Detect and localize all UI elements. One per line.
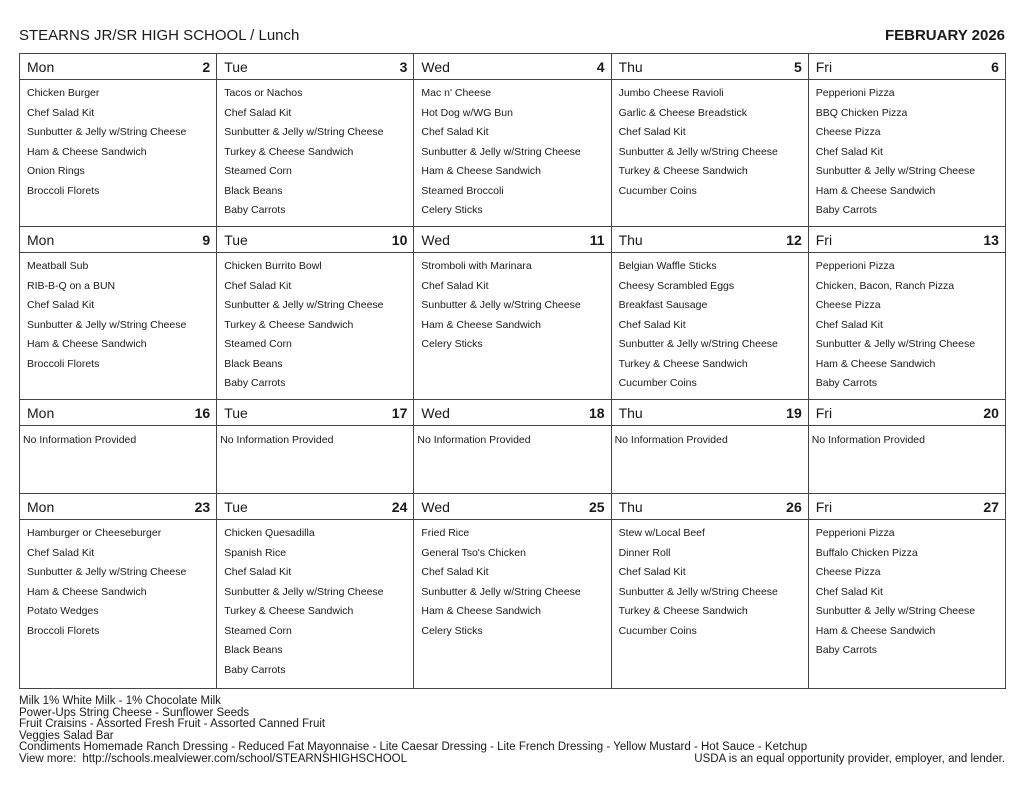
- day-of-week: Tue: [224, 58, 248, 75]
- menu-item: Ham & Cheese Sandwich: [421, 605, 542, 617]
- menu-item: Potato Wedges: [27, 605, 99, 617]
- day-number: 16: [194, 404, 211, 421]
- menu-item: Steamed Broccoli: [421, 184, 504, 197]
- menu-item: Chef Salad Kit: [618, 566, 686, 578]
- day-of-week: Thu: [618, 498, 643, 515]
- menu-items: [217, 520, 413, 688]
- day-number: 6: [991, 58, 999, 75]
- day-of-week: Mon: [27, 404, 55, 421]
- menu-item: Chef Salad Kit: [815, 145, 883, 158]
- day-cell: [809, 400, 1006, 494]
- month-label: FEBRUARY 2026: [884, 27, 1005, 44]
- menu-items: [414, 253, 610, 399]
- day-header: [809, 227, 1005, 253]
- menu-item: Pepperioni Pizza: [815, 260, 895, 272]
- day-number: 23: [194, 498, 211, 515]
- menu-items: [612, 520, 808, 688]
- day-of-week: Tue: [224, 498, 248, 515]
- day-header: [612, 400, 808, 426]
- menu-item: Chef Salad Kit: [815, 585, 883, 598]
- day-of-week: Mon: [27, 231, 55, 248]
- menu-item: Baby Carrots: [224, 663, 286, 676]
- menu-item: Cucumber Coins: [618, 184, 697, 197]
- day-number: 10: [391, 231, 408, 248]
- menu-item: Baby Carrots: [815, 377, 878, 389]
- menu-item: No Information Provided: [811, 434, 925, 446]
- menu-items: [612, 80, 808, 226]
- day-number: 9: [202, 231, 211, 248]
- menu-item: Tacos or Nachos: [224, 87, 303, 99]
- menu-item: Chicken, Bacon, Ranch Pizza: [815, 279, 955, 292]
- menu-items: [217, 426, 413, 493]
- menu-item: Chicken Burrito Bowl: [224, 260, 322, 272]
- day-number: 25: [588, 498, 605, 515]
- menu-item: Ham & Cheese Sandwich: [815, 184, 936, 197]
- day-number: 3: [399, 58, 408, 75]
- menu-item: Garlic & Cheese Breadstick: [618, 106, 747, 119]
- day-header: [217, 494, 413, 520]
- menu-item: Buffalo Chicken Pizza: [815, 546, 918, 559]
- menu-item: Mac n' Cheese: [421, 87, 492, 99]
- menu-items: [414, 520, 610, 688]
- day-of-week: Wed: [421, 498, 450, 515]
- day-number: 17: [391, 404, 408, 421]
- menu-item: Meatball Sub: [27, 260, 89, 272]
- menu-item: Onion Rings: [27, 165, 85, 177]
- day-number: 18: [588, 404, 605, 421]
- menu-item: Belgian Waffle Sticks: [618, 260, 717, 272]
- day-cell: [612, 227, 809, 400]
- menu-item: Sunbutter & Jelly w/String Cheese: [421, 585, 581, 598]
- menu-item: Baby Carrots: [224, 377, 286, 389]
- menu-item: Chef Salad Kit: [421, 279, 489, 292]
- menu-item: Hot Dog w/WG Bun: [421, 106, 513, 119]
- menu-items: [217, 253, 413, 399]
- week-row: [20, 400, 1006, 494]
- menu-items: [809, 426, 1005, 493]
- day-cell: [20, 494, 217, 689]
- day-header: [414, 227, 610, 253]
- menu-items: [612, 253, 808, 399]
- day-cell: [809, 227, 1006, 400]
- menu-item: Sunbutter & Jelly w/String Cheese: [815, 605, 976, 617]
- day-header: [20, 227, 216, 253]
- footer-condiments: Condiments Homemade Ranch Dressing - Reduced Fat Mayonnaise - Lite Caesar Dressing - Lite French Dressing - Yellow Mustard - Hot Sauce - Ketchup: [19, 741, 808, 753]
- week-row: [20, 227, 1006, 400]
- menu-item: Baby Carrots: [815, 644, 878, 656]
- menu-item: Turkey & Cheese Sandwich: [224, 318, 354, 331]
- menu-items: [612, 426, 808, 493]
- menu-item: Dinner Roll: [618, 546, 671, 559]
- day-header: [809, 494, 1005, 520]
- menu-item: Ham & Cheese Sandwich: [421, 165, 542, 177]
- menu-item: General Tso's Chicken: [421, 546, 526, 559]
- day-header: [217, 54, 413, 80]
- view-more-link[interactable]: http://schools.mealviewer.com/school/STEARNSHIGHSCHOOL: [82, 752, 407, 765]
- menu-item: Sunbutter & Jelly w/String Cheese: [618, 338, 778, 350]
- menu-item: Chef Salad Kit: [815, 318, 883, 331]
- menu-item: Sunbutter & Jelly w/String Cheese: [618, 585, 778, 598]
- menu-item: Sunbutter & Jelly w/String Cheese: [815, 338, 976, 350]
- day-number: 4: [596, 58, 605, 75]
- day-cell: [217, 227, 414, 400]
- menu-item: Black Beans: [224, 357, 283, 370]
- menu-item: Chef Salad Kit: [421, 566, 489, 578]
- menu-item: Ham & Cheese Sandwich: [421, 318, 542, 331]
- menu-item: Stromboli with Marinara: [421, 260, 532, 272]
- menu-item: Cheese Pizza: [815, 566, 881, 578]
- day-cell: [217, 494, 414, 689]
- day-cell: [20, 400, 217, 494]
- day-of-week: Fri: [815, 404, 833, 421]
- day-header: [612, 494, 808, 520]
- day-number: 27: [983, 498, 999, 515]
- day-header: [809, 400, 1005, 426]
- footer-milk: Milk 1% White Milk - 1% Chocolate Milk: [19, 695, 221, 707]
- usda-statement: USDA is an equal opportunity provider, employer, and lender.: [694, 752, 1005, 765]
- menu-item: Chef Salad Kit: [224, 566, 292, 578]
- menu-item: Stew w/Local Beef: [618, 527, 705, 539]
- menu-item: No Information Provided: [220, 434, 334, 446]
- day-header: [217, 227, 413, 253]
- menu-item: Fried Rice: [421, 527, 470, 539]
- menu-item: Sunbutter & Jelly w/String Cheese: [618, 145, 778, 158]
- menu-items: [414, 80, 610, 226]
- day-cell: [20, 227, 217, 400]
- day-number: 19: [786, 404, 802, 421]
- calendar-grid: [19, 53, 1006, 689]
- day-cell: [414, 227, 611, 400]
- menu-item: Chef Salad Kit: [224, 106, 292, 119]
- menu-item: Steamed Corn: [224, 165, 292, 177]
- menu-item: Sunbutter & Jelly w/String Cheese: [27, 318, 187, 331]
- day-number: 5: [793, 58, 802, 75]
- menu-item: Cheesy Scrambled Eggs: [618, 279, 735, 292]
- day-number: 12: [786, 231, 802, 248]
- day-of-week: Thu: [618, 58, 643, 75]
- day-cell: [20, 54, 217, 227]
- footer-power-ups: Power-Ups String Cheese - Sunflower Seeds: [19, 706, 250, 719]
- menu-items: [809, 80, 1005, 226]
- menu-item: Ham & Cheese Sandwich: [815, 357, 936, 370]
- menu-item: Chef Salad Kit: [618, 318, 686, 331]
- menu-item: Turkey & Cheese Sandwich: [618, 357, 748, 370]
- day-cell: [217, 400, 414, 494]
- day-of-week: Tue: [224, 404, 248, 421]
- menu-item: Chef Salad Kit: [27, 299, 95, 311]
- menu-item: Broccoli Florets: [27, 357, 100, 370]
- day-number: 13: [983, 231, 999, 248]
- menu-item: Ham & Cheese Sandwich: [27, 338, 147, 350]
- menu-item: Sunbutter & Jelly w/String Cheese: [27, 566, 187, 578]
- day-of-week: Mon: [27, 498, 55, 515]
- day-cell: [809, 54, 1006, 227]
- menu-item: Chef Salad Kit: [421, 126, 489, 138]
- day-header: [612, 54, 808, 80]
- day-cell: [612, 494, 809, 689]
- menu-items: [20, 253, 216, 399]
- menu-item: Sunbutter & Jelly w/String Cheese: [421, 145, 581, 158]
- menu-item: Celery Sticks: [421, 624, 483, 637]
- day-cell: [612, 54, 809, 227]
- day-of-week: Fri: [815, 498, 833, 515]
- menu-item: Broccoli Florets: [27, 624, 100, 637]
- day-of-week: Tue: [224, 231, 248, 248]
- menu-item: Chicken Burger: [27, 87, 100, 99]
- footer-veggies: Veggies Salad Bar: [19, 729, 114, 742]
- menu-item: Cheese Pizza: [815, 299, 881, 311]
- day-header: [20, 494, 216, 520]
- menu-item: Turkey & Cheese Sandwich: [224, 145, 354, 158]
- day-of-week: Wed: [421, 58, 450, 75]
- page-title: STEARNS JR/SR HIGH SCHOOL / Lunch: [19, 27, 300, 44]
- menu-items: [20, 520, 216, 688]
- day-number: 24: [391, 498, 408, 515]
- menu-item: Breakfast Sausage: [618, 299, 708, 311]
- menu-item: Sunbutter & Jelly w/String Cheese: [224, 585, 384, 598]
- menu-item: Cucumber Coins: [618, 624, 697, 637]
- view-more-label: View more:: [19, 752, 77, 765]
- day-header: [20, 54, 216, 80]
- day-cell: [414, 54, 611, 227]
- menu-item: Baby Carrots: [815, 204, 878, 216]
- menu-item: Black Beans: [224, 644, 283, 656]
- menu-item: Sunbutter & Jelly w/String Cheese: [224, 126, 384, 138]
- menu-item: Chef Salad Kit: [618, 126, 686, 138]
- day-of-week: Thu: [618, 231, 643, 248]
- day-header: [612, 227, 808, 253]
- menu-item: Hamburger or Cheeseburger: [27, 527, 162, 539]
- menu-item: Chef Salad Kit: [27, 106, 95, 119]
- menu-item: Baby Carrots: [224, 204, 286, 216]
- menu-item: Cheese Pizza: [815, 126, 881, 138]
- menu-item: BBQ Chicken Pizza: [815, 106, 908, 119]
- day-number: 20: [983, 404, 999, 421]
- day-header: [414, 494, 610, 520]
- menu-item: No Information Provided: [23, 434, 137, 446]
- menu-item: Turkey & Cheese Sandwich: [618, 605, 748, 617]
- menu-item: Jumbo Cheese Ravioli: [618, 87, 724, 99]
- menu-item: Celery Sticks: [421, 204, 483, 216]
- week-row: [20, 494, 1006, 689]
- day-header: [809, 54, 1005, 80]
- day-of-week: Mon: [27, 58, 55, 75]
- menu-item: Cucumber Coins: [618, 377, 697, 389]
- day-of-week: Thu: [618, 404, 643, 421]
- menu-item: Pepperioni Pizza: [815, 527, 895, 539]
- menu-item: Broccoli Florets: [27, 184, 100, 197]
- menu-item: Ham & Cheese Sandwich: [27, 585, 147, 598]
- day-of-week: Fri: [815, 58, 833, 75]
- menu-item: Ham & Cheese Sandwich: [815, 624, 936, 637]
- menu-item: Turkey & Cheese Sandwich: [618, 165, 748, 177]
- menu-items: [809, 253, 1005, 399]
- menu-item: Ham & Cheese Sandwich: [27, 145, 147, 158]
- menu-item: Pepperioni Pizza: [815, 87, 895, 99]
- day-cell: [217, 54, 414, 227]
- menu-items: [809, 520, 1005, 688]
- menu-item: Chef Salad Kit: [224, 279, 292, 292]
- menu-items: [20, 80, 216, 226]
- day-number: 11: [589, 231, 605, 248]
- menu-item: Spanish Rice: [224, 546, 287, 559]
- menu-item: Steamed Corn: [224, 338, 292, 350]
- menu-item: Sunbutter & Jelly w/String Cheese: [27, 126, 187, 138]
- menu-item: Chef Salad Kit: [27, 546, 95, 559]
- menu-item: Sunbutter & Jelly w/String Cheese: [421, 299, 581, 311]
- menu-item: Black Beans: [224, 184, 283, 197]
- day-cell: [414, 494, 611, 689]
- menu-item: Celery Sticks: [421, 338, 483, 350]
- day-header: [414, 400, 610, 426]
- day-cell: [612, 400, 809, 494]
- day-of-week: Wed: [421, 404, 450, 421]
- footer: [19, 696, 1005, 765]
- menu-items: [414, 426, 610, 493]
- menu-item: Turkey & Cheese Sandwich: [224, 605, 354, 617]
- menu-items: [217, 80, 413, 226]
- day-cell: [809, 494, 1006, 689]
- day-header: [414, 54, 610, 80]
- day-of-week: Fri: [815, 231, 833, 248]
- menu-item: Chicken Quesadilla: [224, 527, 315, 539]
- menu-item: Steamed Corn: [224, 624, 292, 637]
- day-header: [217, 400, 413, 426]
- menu-items: [20, 426, 216, 493]
- week-row: [20, 54, 1006, 227]
- day-number: 2: [202, 58, 211, 75]
- menu-item: No Information Provided: [614, 434, 728, 446]
- day-of-week: Wed: [421, 231, 450, 248]
- day-number: 26: [786, 498, 802, 515]
- footer-fruit: Fruit Craisins - Assorted Fresh Fruit - Assorted Canned Fruit: [19, 718, 326, 730]
- menu-item: No Information Provided: [417, 434, 531, 446]
- day-cell: [414, 400, 611, 494]
- menu-item: Sunbutter & Jelly w/String Cheese: [224, 299, 384, 311]
- menu-item: Sunbutter & Jelly w/String Cheese: [815, 165, 976, 177]
- day-header: [20, 400, 216, 426]
- menu-item: RIB-B-Q on a BUN: [27, 279, 116, 292]
